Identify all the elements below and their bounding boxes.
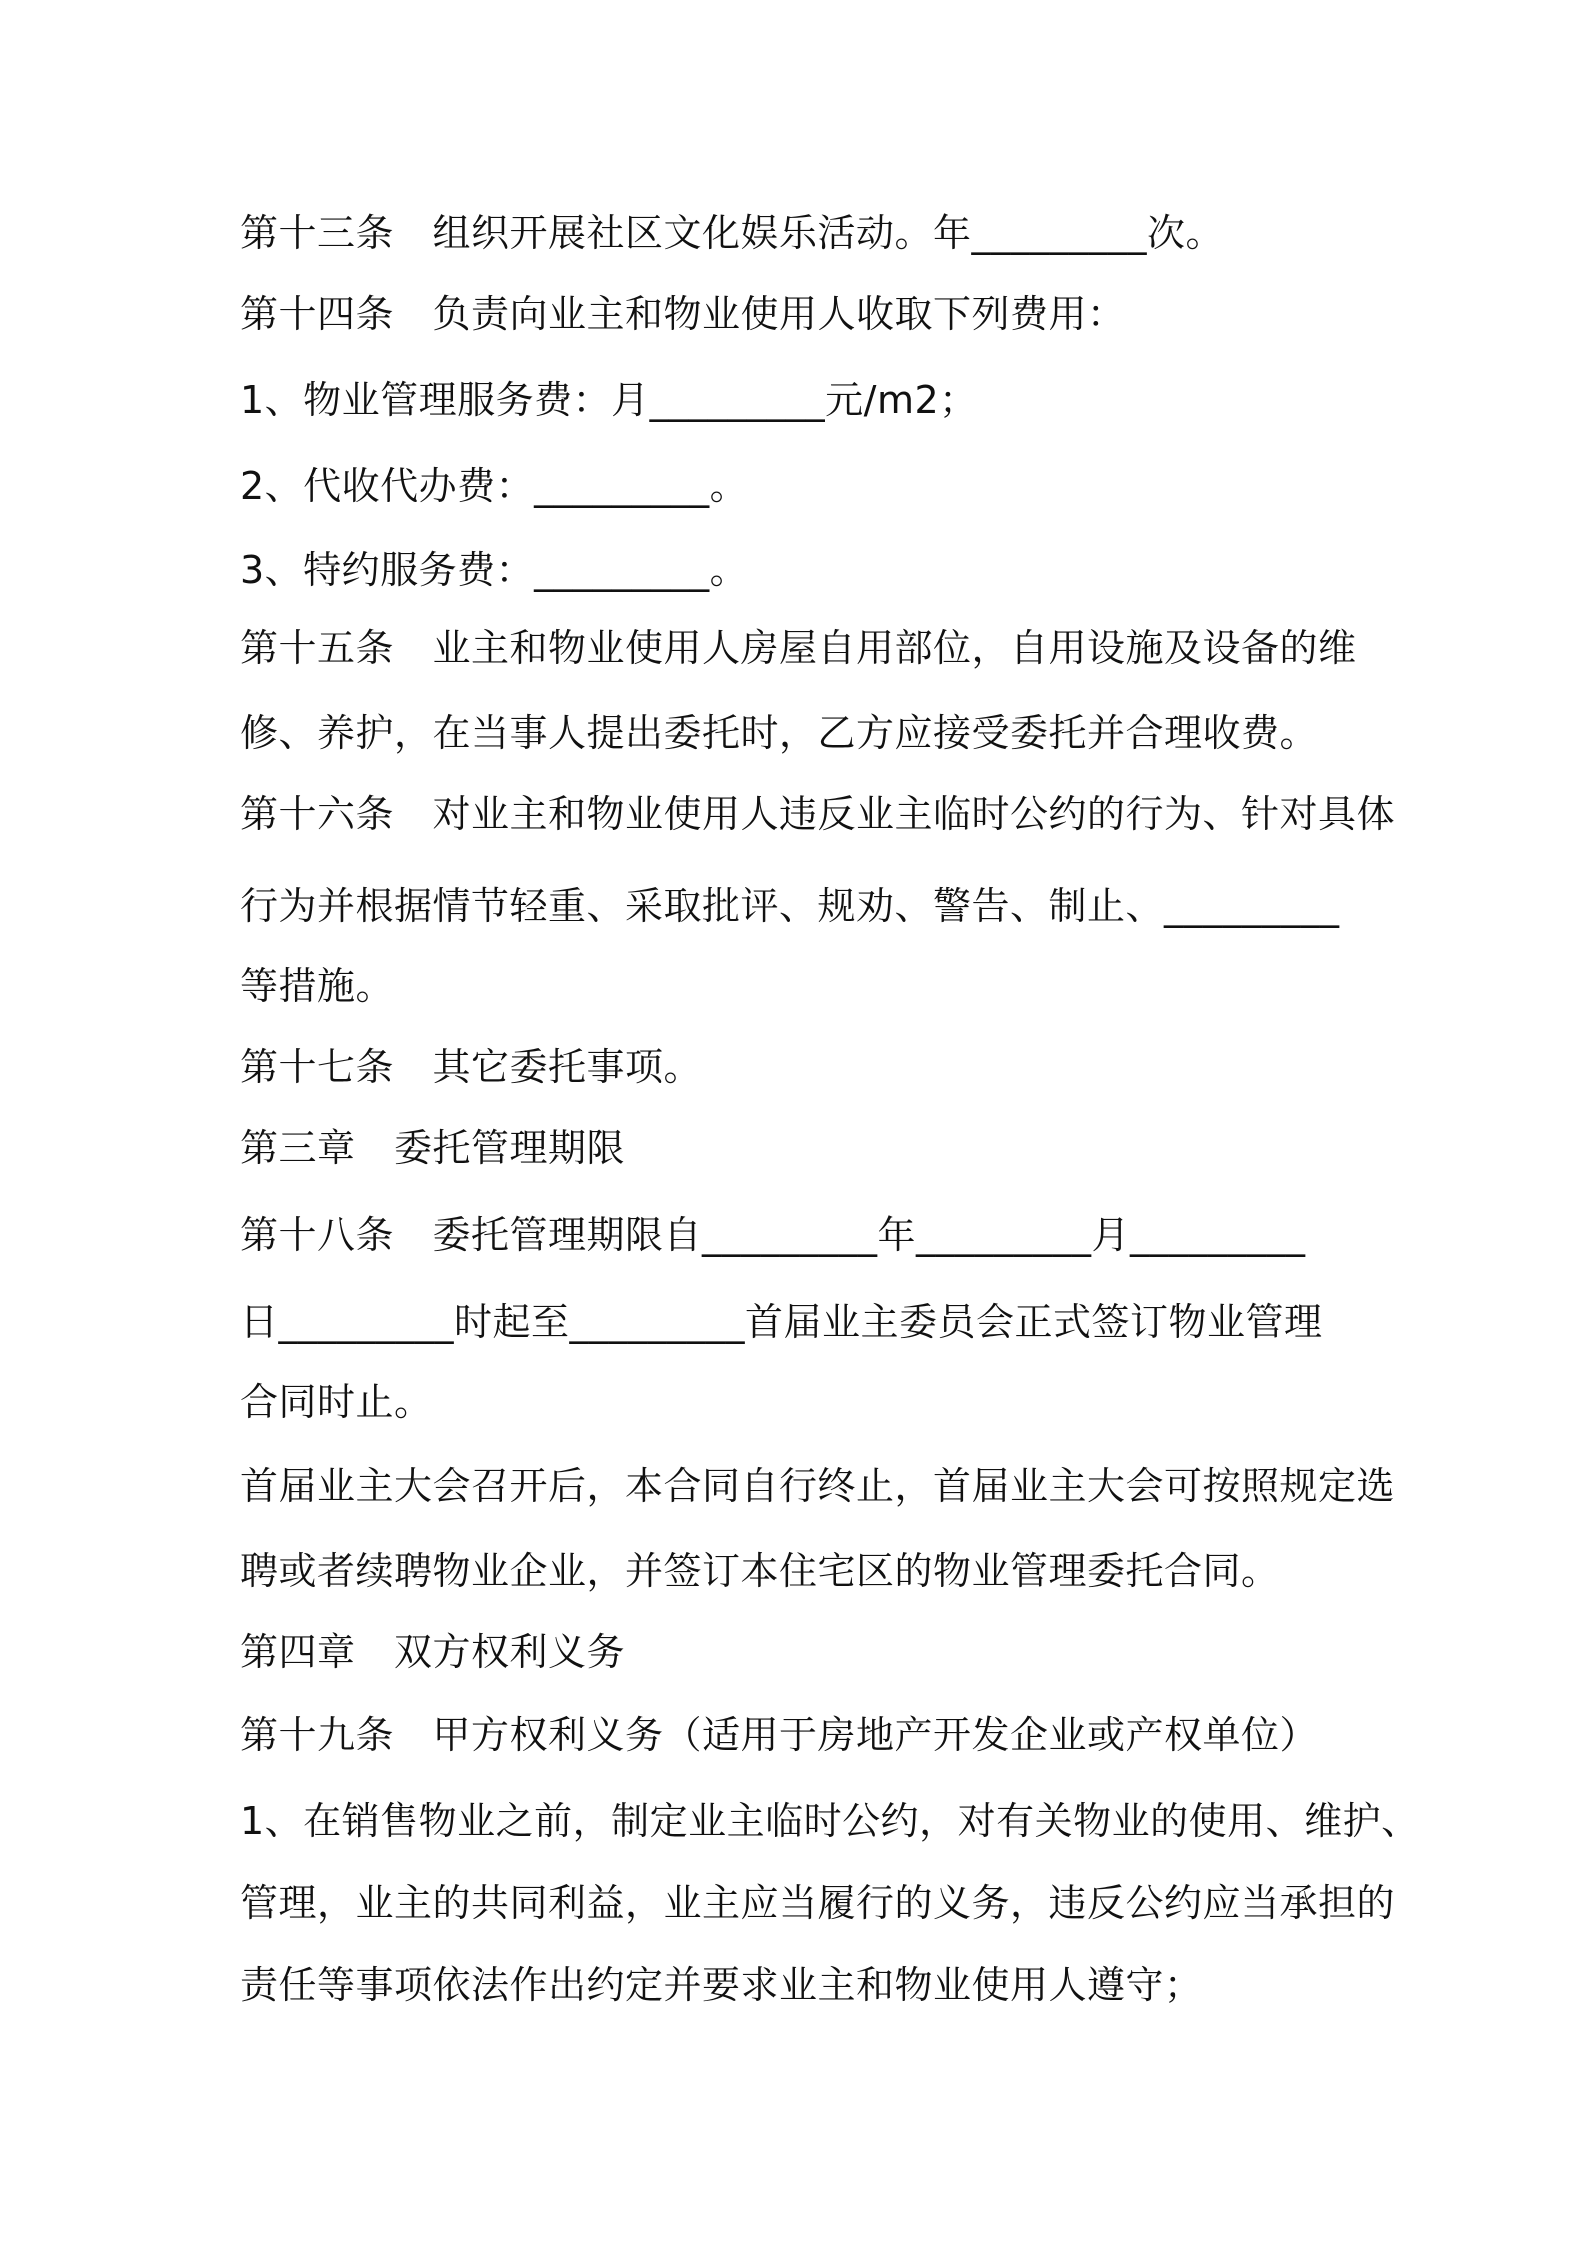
article-18-line-2: 日_________时起至_________首届业主委员会正式签订物业管理 xyxy=(240,1300,1323,1344)
fee-item-3-line: 3、特约服务费：_________。 xyxy=(240,548,749,592)
fee-item-2-line: 2、代收代办费：_________。 xyxy=(240,464,749,508)
article-16-line-2: 行为并根据情节轻重、采取批评、规劝、警告、制止、_________ xyxy=(240,884,1340,928)
article-14-line: 第十四条 负责向业主和物业使用人收取下列费用： xyxy=(240,292,1126,336)
article-15-line-2: 修、养护，在当事人提出委托时，乙方应接受委托并合理收费。 xyxy=(240,711,1319,755)
article-15-line-1: 第十五条 业主和物业使用人房屋自用部位，自用设施及设备的维 xyxy=(240,626,1357,670)
article-17-line: 第十七条 其它委托事项。 xyxy=(240,1045,703,1089)
article-16-line-1: 第十六条 对业主和物业使用人违反业主临时公约的行为、针对具体 xyxy=(240,792,1396,836)
article-16-line-3: 等措施。 xyxy=(240,964,395,1008)
article-18-line-1: 第十八条 委托管理期限自_________年_________月_________ xyxy=(240,1213,1306,1257)
duty-item-1-line-1: 1、在销售物业之前，制定业主临时公约，对有关物业的使用、维护、 xyxy=(240,1799,1420,1843)
article-13-line: 第十三条 组织开展社区文化娱乐活动。年_________次。 xyxy=(240,211,1225,255)
fee-item-1-line: 1、物业管理服务费：月_________元/m2； xyxy=(240,378,978,422)
duty-item-1-line-3: 责任等事项依法作出约定并要求业主和物业使用人遵守； xyxy=(240,1963,1203,2007)
article-19-line: 第十九条 甲方权利义务（适用于房地产开发企业或产权单位） xyxy=(240,1713,1319,1757)
chapter-3-heading: 第三章 委托管理期限 xyxy=(240,1126,626,1170)
paragraph-first-meeting-line-2: 聘或者续聘物业企业，并签订本住宅区的物业管理委托合同。 xyxy=(240,1549,1280,1593)
chapter-4-heading: 第四章 双方权利义务 xyxy=(240,1630,626,1674)
duty-item-1-line-2: 管理，业主的共同利益，业主应当履行的义务，违反公约应当承担的 xyxy=(240,1881,1396,1925)
article-18-line-3: 合同时止。 xyxy=(240,1380,433,1424)
paragraph-first-meeting-line-1: 首届业主大会召开后，本合同自行终止，首届业主大会可按照规定选 xyxy=(240,1464,1396,1508)
